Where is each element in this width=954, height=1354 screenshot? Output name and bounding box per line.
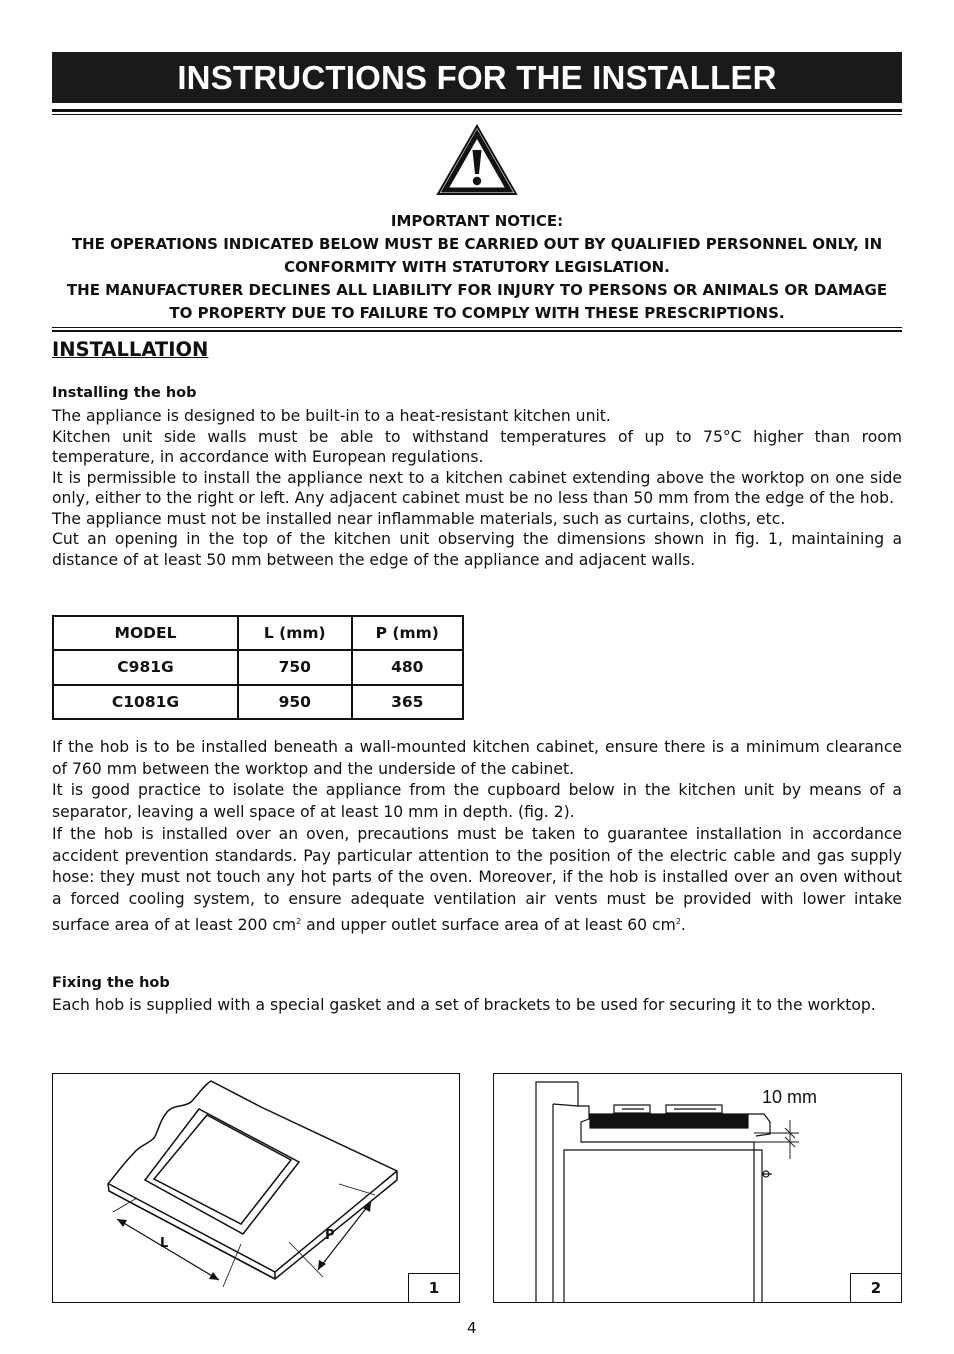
header-rule-thick [52,109,902,112]
table-row [53,650,463,684]
table-cell: 480 [352,650,464,684]
paragraph: Cut an opening in the top of the kitchen unit observing the dimensions shown in fig. 1, maintaining a distance of at least 50 mm between the edge of the appliance and adjacent walls. [52,530,902,569]
paragraph: It is permissible to install the appliance next to a kitchen cabinet extending above the worktop on one side only, either to the right or left. Any adjacent cabinet must be no less than 50 mm from the edge of the hob. [52,468,902,507]
table-cell: C1081G [53,685,238,719]
figure-number: 2 [850,1273,901,1302]
figure-1-drawing [53,1074,459,1302]
table-row [53,685,463,719]
notice-line: THE MANUFACTURER DECLINES ALL LIABILITY FOR INJURY TO PERSONS OR ANIMALS OR DAMAGE TO PROPERTY DUE TO FAILURE TO COMPLY WITH THESE PRESCRIPTIONS. [66,281,888,322]
superscript: 2 [675,916,681,926]
page-title [52,52,902,103]
header-rule-thin [52,114,902,115]
fixing-paragraph [52,995,902,1016]
notice-heading: IMPORTANT NOTICE: [390,212,564,230]
notice-rule-thick [52,330,902,332]
subheading-fixing-hob: Fixing the hob [52,975,170,991]
figure-1 [52,1073,460,1303]
dimensions-table [52,615,464,720]
figure-2 [493,1073,902,1303]
paragraph: If the hob is to be installed beneath a wall-mounted kitchen cabinet, ensure there is a minimum clearance of 760 mm between the worktop and the underside of the cabinet. [52,738,902,778]
notice-rule-thin [52,327,902,328]
label-l: L [160,1236,169,1251]
paragraph: Kitchen unit side walls must be able to withstand temperatures of up to 75°C higher than room temperature, in accordance with European regulations. [52,427,902,466]
installing-paragraphs [52,406,902,570]
label-gap: 10 mm [762,1087,818,1107]
table-cell: 950 [238,685,351,719]
table-header-cell: MODEL [53,616,238,650]
paragraph: It is good practice to isolate the appliance from the cupboard below in the kitchen unit by means of a separator, leaving a well space of at least 10 mm in depth. (fig. 2). [52,781,902,822]
table-cell: 750 [238,650,351,684]
table-header-cell: L (mm) [238,616,351,650]
after-table-paragraphs [52,737,902,937]
page-number: 4 [467,1319,477,1337]
table-header-row [53,616,463,650]
label-p: P [325,1228,335,1243]
figure-number: 1 [408,1273,459,1302]
notice-line: THE OPERATIONS INDICATED BELOW MUST BE CARRIED OUT BY QUALIFIED PERSONNEL ONLY, IN CONFORMITY WITH STATUTORY LEGISLATION. [71,235,883,276]
table-cell: C981G [53,650,238,684]
subheading-installing-hob: Installing the hob [52,385,197,401]
page-title-text: INSTRUCTIONS FOR THE INSTALLER [177,58,777,96]
paragraph: The appliance is designed to be built-in to a heat-resistant kitchen unit. [52,407,611,425]
paragraph: Each hob is supplied with a special gasket and a set of brackets to be used for securing it to the worktop. [52,996,876,1014]
important-notice [52,210,902,325]
table-cell: 365 [352,685,464,719]
superscript: 2 [296,916,302,926]
figure-2-drawing [494,1074,901,1302]
warning-triangle-icon [436,123,518,197]
paragraph: The appliance must not be installed near inflammable materials, such as curtains, cloths, etc. [52,509,786,528]
paragraph-ventilation: If the hob is installed over an oven, precautions must be taken to guarantee installation in accordance accident prevention standards. Pay particular attention to the position of the electric cable and gas supply hose: they must not touch any hot parts of the oven. Moreover, if the hob is installed over an oven without a forced cooling system, to ensure adequate ventilation air vents must be provided with lower intake surface area of at least 200 $cm^2$ and upper outlet surface area of at least 60 $cm^2$. [52,824,902,934]
section-heading-installation: INSTALLATION [52,338,209,361]
table-header-cell: P (mm) [352,616,464,650]
